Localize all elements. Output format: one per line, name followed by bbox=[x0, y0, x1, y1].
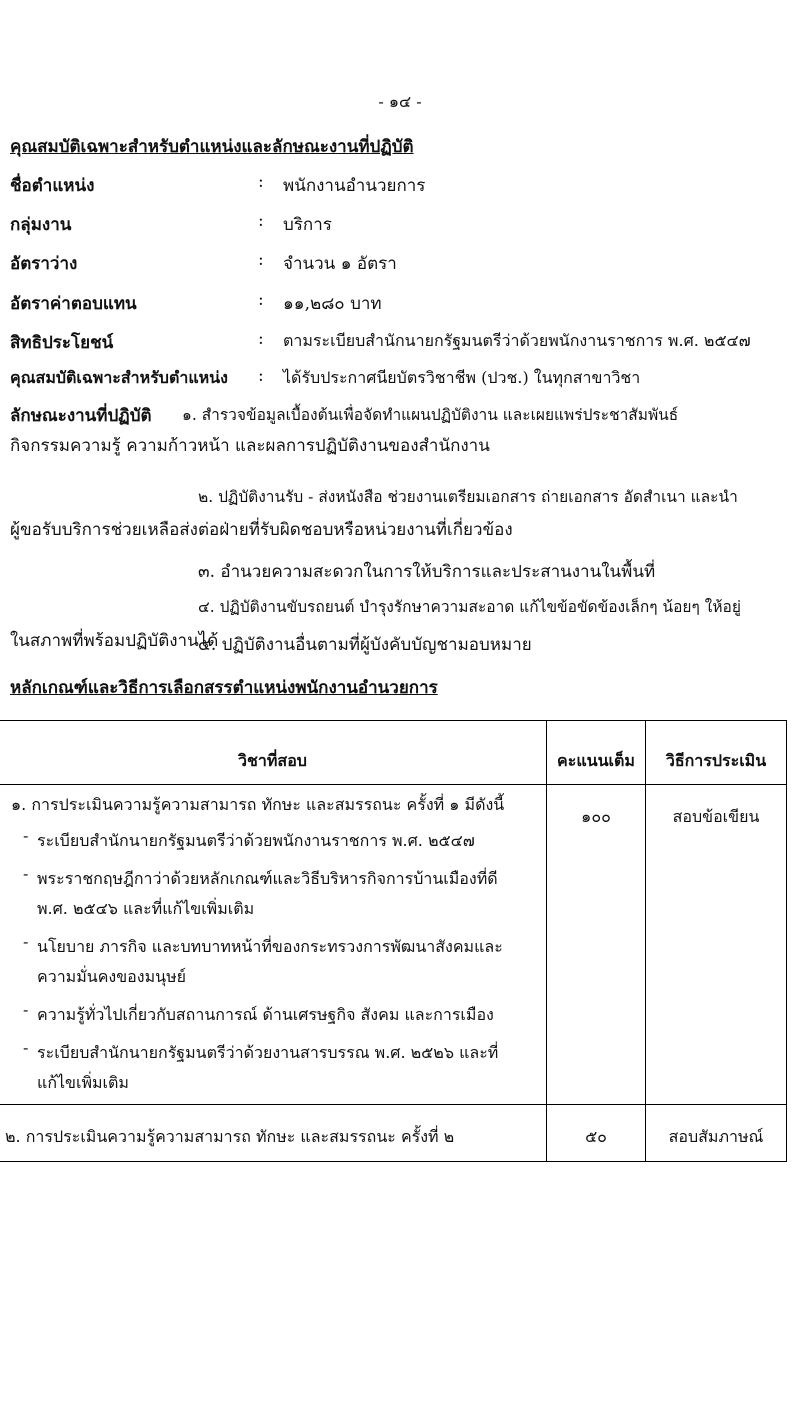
colon: : bbox=[258, 290, 264, 310]
vacancy-label: อัตราว่าง bbox=[10, 254, 78, 274]
salary-label: อัตราค่าตอบแทน bbox=[10, 294, 137, 314]
row-1-method: สอบข้อเขียน bbox=[646, 785, 787, 1105]
row-1-score: ๑๐๐ bbox=[547, 785, 646, 1105]
colon: : bbox=[258, 211, 264, 231]
table-row bbox=[0, 1105, 787, 1162]
benefits-value: ตามระเบียบสำนักนายกรัฐมนตรีว่าด้วยพนักงานราชการ พ.ศ. ๒๕๔๗ bbox=[283, 331, 751, 350]
row-1-subject bbox=[0, 785, 547, 1105]
item-text: นโยบาย ภารกิจ และบทบาทหน้าที่ของกระทรวงการพัฒนาสังคมและความมั่นคงของมนุษย์ bbox=[37, 937, 503, 986]
qualification-value: ได้รับประกาศนียบัตรวิชาชีพ (ปวช.) ในทุกสาขาวิชา bbox=[283, 368, 641, 387]
header-method: วิธีการประเมิน bbox=[646, 721, 787, 785]
row-2-subject: ๒. การประเมินความรู้ความสามารถ ทักษะ และสมรรถนะ ครั้งที่ ๒ bbox=[0, 1105, 547, 1162]
salary-value: ๑๑,๒๘๐ บาท bbox=[283, 294, 382, 314]
benefits-label: สิทธิประโยชน์ bbox=[10, 333, 114, 353]
dash: - bbox=[23, 826, 29, 845]
colon: : bbox=[258, 250, 264, 270]
item-text: พระราชกฤษฎีกาว่าด้วยหลักเกณฑ์และวิธีบริหารกิจการบ้านเมืองที่ดี พ.ศ. ๒๕๔๖ และที่แก้ไขเพิ่มเติม bbox=[37, 869, 498, 918]
row-2-method: สอบสัมภาษณ์ bbox=[646, 1105, 787, 1162]
header-score: คะแนนเต็ม bbox=[547, 721, 646, 785]
qualification-label: คุณสมบัติเฉพาะสำหรับตำแหน่ง bbox=[10, 368, 228, 387]
list-item bbox=[11, 1038, 540, 1098]
duty-2-line-2: ผู้ขอรับบริการช่วยเหลือส่งต่อฝ่ายที่รับผิดชอบหรือหน่วยงานที่เกี่ยวข้อง bbox=[10, 520, 513, 540]
vacancy-value: จำนวน ๑ อัตรา bbox=[283, 254, 397, 274]
list-item bbox=[11, 864, 540, 924]
duty-5: ๕. ปฏิบัติงานอื่นตามที่ผู้บังคับบัญชามอบหมาย bbox=[198, 635, 532, 655]
duties-label: ลักษณะงานที่ปฏิบัติ bbox=[10, 406, 152, 426]
colon: : bbox=[258, 329, 264, 349]
group-value: บริการ bbox=[283, 215, 332, 235]
row-2-score: ๕๐ bbox=[547, 1105, 646, 1162]
section-heading-selection: หลักเกณฑ์และวิธีการเลือกสรรตำแหน่งพนักงานอำนวยการ bbox=[10, 678, 438, 698]
duty-3: ๓. อำนวยความสะดวกในการให้บริการและประสานงานในพื้นที่ bbox=[198, 562, 656, 582]
duty-2-line-1: ๒. ปฏิบัติงานรับ - ส่งหนังสือ ช่วยงานเตรียมเอกสาร ถ่ายเอกสาร อัดสำเนา และนำ bbox=[198, 488, 738, 506]
duty-4-line-2: ในสภาพที่พร้อมปฏิบัติงานได้ bbox=[10, 631, 219, 651]
group-label: กลุ่มงาน bbox=[10, 215, 72, 235]
position-label: ชื่อตำแหน่ง bbox=[10, 176, 95, 196]
exam-table bbox=[0, 720, 787, 1162]
colon: : bbox=[258, 172, 264, 192]
item-text: ความรู้ทั่วไปเกี่ยวกับสถานการณ์ ด้านเศรษฐกิจ สังคม และการเมือง bbox=[37, 1005, 494, 1024]
dash: - bbox=[23, 864, 29, 883]
duty-4-line-1: ๔. ปฏิบัติงานขับรถยนต์ บำรุงรักษาความสะอาด แก้ไขข้อขัดข้องเล็กๆ น้อยๆ ให้อยู่ bbox=[198, 598, 741, 616]
table-row bbox=[0, 785, 787, 1105]
page-number: - ๑๔ - bbox=[378, 92, 422, 111]
table-header-row bbox=[0, 721, 787, 785]
dash: - bbox=[23, 932, 29, 951]
list-item bbox=[11, 932, 540, 992]
item-text: ระเบียบสำนักนายกรัฐมนตรีว่าด้วยงานสารบรรณ พ.ศ. ๒๕๒๖ และที่แก้ไขเพิ่มเติม bbox=[37, 1043, 499, 1092]
position-value: พนักงานอำนวยการ bbox=[283, 176, 426, 196]
section-heading-qualifications: คุณสมบัติเฉพาะสำหรับตำแหน่งและลักษณะงานที่ปฏิบัติ bbox=[10, 137, 414, 157]
colon: : bbox=[258, 366, 264, 386]
row-1-title: ๑. การประเมินความรู้ความสามารถ ทักษะ และสมรรถนะ ครั้งที่ ๑ มีดังนี้ bbox=[11, 795, 505, 814]
list-item bbox=[11, 826, 540, 856]
header-subject: วิชาที่สอบ bbox=[0, 721, 547, 785]
duty-1-line-2: กิจกรรมความรู้ ความก้าวหน้า และผลการปฏิบัติงานของสำนักงาน bbox=[10, 436, 490, 456]
dash: - bbox=[23, 1038, 29, 1057]
dash: - bbox=[23, 1000, 29, 1019]
list-item bbox=[11, 1000, 540, 1030]
item-text: ระเบียบสำนักนายกรัฐมนตรีว่าด้วยพนักงานราชการ พ.ศ. ๒๕๔๗ bbox=[37, 831, 475, 850]
duty-1-line-1: ๑. สำรวจข้อมูลเบื้องต้นเพื่อจัดทำแผนปฏิบัติงาน และเผยแพร่ประชาสัมพันธ์ bbox=[182, 406, 679, 424]
